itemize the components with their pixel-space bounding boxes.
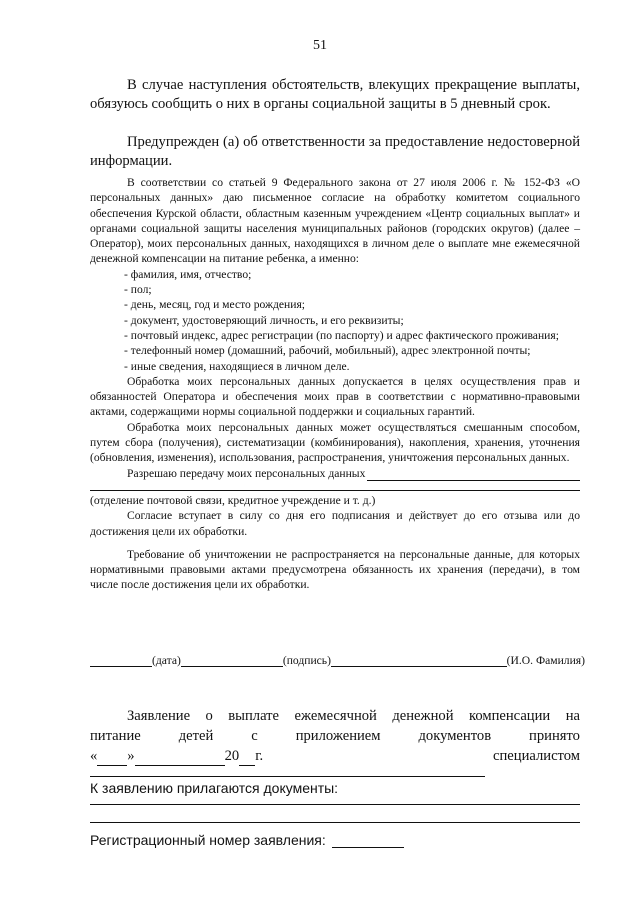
- receipt-month-field[interactable]: [135, 752, 225, 766]
- regnum-label: Регистрационный номер заявления:: [90, 832, 326, 848]
- attached-docs-label: К заявлению прилагаются документы:: [90, 780, 339, 796]
- word: приложением: [295, 728, 381, 744]
- list-item: - почтовый индекс, адрес регистрации (по паспорту) и адрес фактического проживания;: [124, 328, 559, 342]
- word: документов: [418, 728, 492, 744]
- name-field[interactable]: [331, 655, 507, 667]
- receipt-line-1: Заявление о выплате ежемесячной денежной компенсации на: [127, 708, 580, 724]
- page-number: 51: [313, 38, 327, 53]
- signature-row: [90, 654, 585, 667]
- quote-close: »: [127, 748, 135, 764]
- word: с: [251, 728, 258, 744]
- permit-line: [90, 466, 580, 481]
- attached-docs-block: [90, 780, 580, 823]
- permit-recipient-field[interactable]: [367, 467, 580, 481]
- list-item: - телефонный номер (домашний, рабочий, мобильный), адрес электронной почты;: [124, 344, 531, 358]
- list-item: - фамилия, имя, отчество;: [124, 267, 252, 281]
- receipt-line-3: [90, 746, 580, 766]
- list-item: - иные сведения, находящиеся в личном деле.: [124, 359, 350, 373]
- permit-label: Разрешаю передачу моих персональных данных: [127, 466, 366, 480]
- application-receipt-block: [90, 706, 580, 777]
- receipt-line-2: [90, 726, 580, 746]
- specialist-line[interactable]: [90, 775, 485, 777]
- word: принято: [529, 728, 580, 744]
- signature-label: (подпись): [282, 654, 331, 667]
- regnum-block: [90, 832, 580, 848]
- attached-docs-line[interactable]: [90, 803, 580, 805]
- receipt-date: [90, 746, 263, 766]
- list-item: - документ, удостоверяющий личность, и его реквизиты;: [124, 313, 404, 327]
- permit-hint: (отделение почтовой связи, кредитное учреждение и т. д.): [90, 493, 376, 507]
- signature-field[interactable]: [181, 655, 283, 667]
- date-field[interactable]: [90, 655, 152, 667]
- receipt-year-field[interactable]: [239, 752, 255, 766]
- consent-block: [90, 175, 580, 593]
- name-label: (И.О. Фамилия): [506, 654, 585, 667]
- word: детей: [178, 728, 214, 744]
- paragraph-purpose: Обработка моих персональных данных допускается в целях осуществления прав и обязанностей Оператора и обеспечения моих прав в соответствии с нормативно-правовыми актами, содержащими нормы социальной поддержки и социальных гарантий.: [90, 374, 580, 419]
- receipt-year-suffix: г.: [255, 748, 264, 764]
- date-label: (дата): [152, 654, 181, 667]
- receipt-day-field[interactable]: [97, 752, 127, 766]
- receipt-specialist-label: специалистом: [493, 748, 580, 764]
- paragraph-consent: В соответствии со статьей 9 Федерального закона от 27 июля 2006 г. № 152-ФЗ «О персональных данных» даю письменное согласие на обработку комитетом социального обеспечения Курской области, областным казенным учреждением «Центр социальных выплат» и органами социальной защиты населения муниципальных районов (городских округов) (далее – Оператор), моих персональных данных, находящихся в личном деле о выплате мне ежемесячной денежной компенсации на питание ребенка, а именно:: [90, 176, 580, 266]
- word: питание: [90, 728, 141, 744]
- list-item: - пол;: [124, 283, 152, 297]
- list-item: - день, месяц, год и место рождения;: [124, 298, 306, 312]
- receipt-year-prefix: 20: [224, 748, 240, 764]
- paragraph-processing-method: Обработка моих персональных данных может осуществляться смешанным способом, путем сбора (получения), систематизации (комбинирования), накопления, хранения, уточнения (обновления, изменения), использования, распространения, уничтожения персональных данных.: [90, 420, 580, 465]
- permit-recipient-line[interactable]: [90, 489, 580, 491]
- quote-open: «: [90, 748, 98, 764]
- paragraph-termination: В случае наступления обстоятельств, влекущих прекращение выплаты, обязуюсь сообщить о них в органы социальной защиты в 5 дневный срок.: [90, 77, 580, 112]
- warning-block: [90, 133, 580, 171]
- paragraph-liability: Предупрежден (а) об ответственности за предоставление недостоверной информации.: [90, 134, 580, 169]
- regnum-field[interactable]: [332, 833, 404, 848]
- paragraph-validity: Согласие вступает в силу со дня его подписания и действует до его отзыва или до достижения цели их обработки.: [90, 509, 580, 538]
- paragraph-retention: Требование об уничтожении не распространяется на персональные данные, для которых нормативными правовыми актами предусмотрена обязанность их хранения (передачи), в том числе после достижения цели их обработки.: [90, 547, 580, 592]
- attached-docs-line[interactable]: [90, 821, 580, 823]
- return-obligation-paragraph: [90, 76, 580, 114]
